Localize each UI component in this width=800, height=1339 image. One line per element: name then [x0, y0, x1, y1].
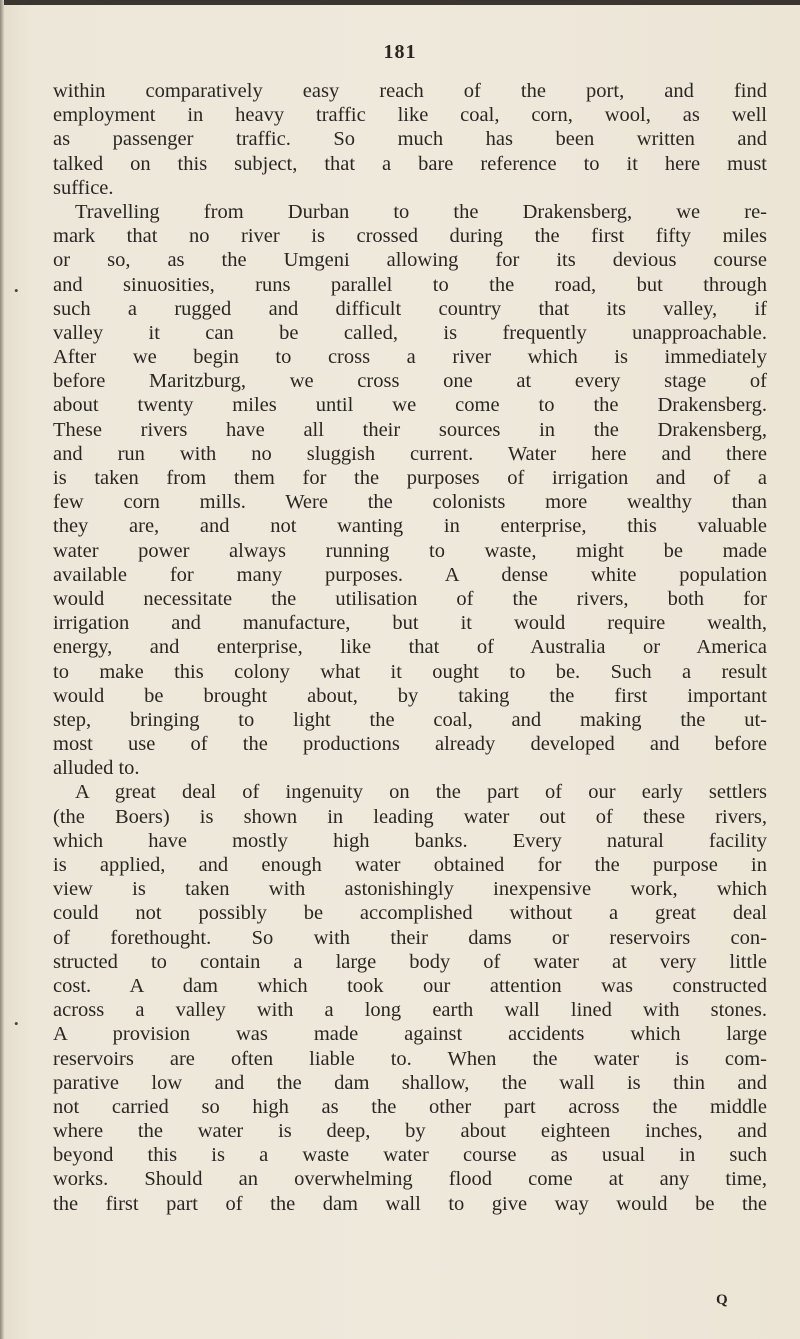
text-line: is taken from them for the purposes of irrigation and of a: [53, 467, 767, 489]
text-line: Travelling from Durban to the Drakensberg, we re-: [75, 200, 767, 223]
text-line: irrigation and manufacture, but it would require wealth,: [53, 612, 767, 635]
text-line: employment in heavy traffic like coal, corn, wool, as well: [53, 104, 767, 127]
text-line: reservoirs are often liable to. When the water is com-: [53, 1047, 767, 1070]
text-line: where the water is deep, by about eighteen inches, and: [53, 1120, 767, 1143]
margin-dot: •: [14, 283, 19, 298]
text-line: of forethought. So with their dams or reservoirs con-: [53, 926, 767, 949]
text-line: before Maritzburg, we cross one at every stage of: [53, 370, 767, 393]
text-line: or so, as the Umgeni allowing for its devious course: [53, 249, 767, 272]
text-line: suffice.: [53, 176, 114, 199]
text-line: not carried so high as the other part across the middle: [53, 1095, 767, 1118]
margin-dot: •: [14, 1016, 19, 1031]
text-line: few corn mills. Were the colonists more wealthy than: [53, 491, 767, 514]
text-line: they are, and not wanting in enterprise, this valuable: [53, 515, 767, 538]
text-line: These rivers have all their sources in the Drakensberg,: [53, 418, 767, 441]
text-line: about twenty miles until we come to the Drakensberg.: [53, 394, 767, 417]
text-line: mark that no river is crossed during the first fifty miles: [53, 225, 767, 248]
text-line: parative low and the dam shallow, the wall is thin and: [53, 1071, 767, 1094]
text-line: view is taken with astonishingly inexpensive work, which: [53, 878, 767, 901]
text-line: alluded to.: [53, 757, 140, 780]
text-line: available for many purposes. A dense white population: [53, 563, 767, 586]
text-line: the first part of the dam wall to give way would be the: [53, 1192, 767, 1215]
text-line: structed to contain a large body of water at very little: [53, 950, 767, 973]
text-line: valley it can be called, is frequently unapproachable.: [53, 321, 767, 344]
text-line: is applied, and enough water obtained for the purpose in: [53, 854, 767, 876]
text-line: to make this colony what it ought to be. Such a result: [53, 660, 767, 683]
page-number: 181: [383, 41, 417, 63]
text-line: and run with no sluggish current. Water here and there: [53, 442, 767, 465]
text-line: beyond this is a waste water course as usual in such: [53, 1144, 767, 1167]
text-line: such a rugged and difficult country that its valley, if: [53, 297, 767, 320]
page-binding-edge: [0, 0, 4, 1339]
text-line: could not possibly be accomplished without a great deal: [53, 902, 767, 925]
text-line: across a valley with a long earth wall lined with stones.: [53, 999, 767, 1022]
text-line: energy, and enterprise, like that of Australia or America: [53, 636, 767, 659]
body-text: [53, 79, 767, 1216]
text-line: within comparatively easy reach of the port, and find: [53, 80, 767, 102]
text-line: would necessitate the utilisation of the rivers, both for: [53, 587, 767, 610]
text-line: A provision was made against accidents which large: [53, 1023, 767, 1046]
text-line: works. Should an overwhelming flood come at any time,: [53, 1168, 767, 1191]
text-line: most use of the productions already developed and before: [53, 733, 767, 756]
text-line: step, bringing to light the coal, and making the ut-: [53, 708, 767, 731]
text-line: and sinuosities, runs parallel to the road, but through: [53, 273, 767, 296]
text-line: as passenger traffic. So much has been written and: [53, 128, 767, 151]
text-line: would be brought about, by taking the first important: [53, 684, 767, 707]
text-line: A great deal of ingenuity on the part of our early settlers: [75, 781, 767, 804]
text-line: talked on this subject, that a bare reference to it here must: [53, 152, 767, 175]
text-line: (the Boers) is shown in leading water out of these rivers,: [53, 805, 767, 828]
text-line: After we begin to cross a river which is immediately: [53, 346, 767, 369]
top-edge-rule: [0, 0, 800, 5]
signature-mark: Q: [716, 1292, 728, 1308]
text-line: water power always running to waste, might be made: [53, 539, 767, 562]
text-line: which have mostly high banks. Every natural facility: [53, 829, 767, 852]
text-line: cost. A dam which took our attention was constructed: [53, 974, 767, 997]
